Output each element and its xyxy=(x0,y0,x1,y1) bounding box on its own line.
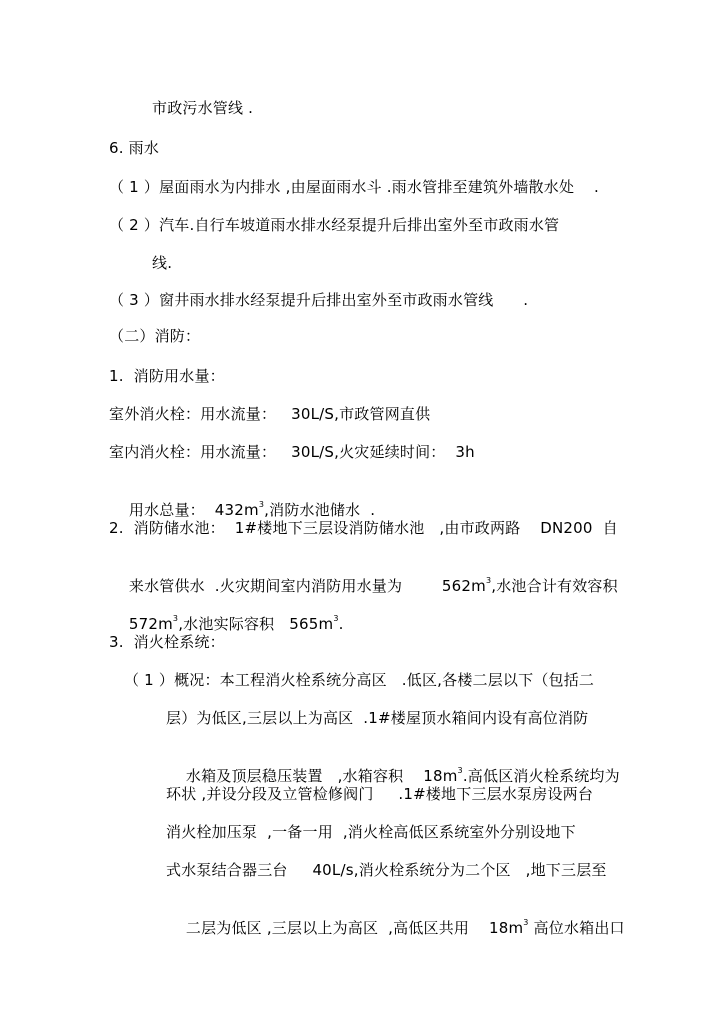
text-segment: ,消防水池储水 . xyxy=(264,501,376,519)
text-line: 消火栓加压泵 ,一备一用 ,消火栓高低区系统室外分别设地下 xyxy=(166,823,576,841)
text-line: 环状 ,并设分段及立管检修阀门 .1#楼地下三层水泵房设两台 xyxy=(166,785,594,803)
text-segment: . xyxy=(338,615,344,633)
superscript: 3 xyxy=(485,576,492,585)
text-line: 市政污水管线 . xyxy=(152,99,254,117)
text-segment: 用水总量： 432m xyxy=(128,501,259,519)
text-line: （ 1 ）概况：本工程消火栓系统分高区 .低区,各楼二层以下（包括二 xyxy=(124,671,595,689)
text-line: 室外消火栓：用水流量： 30L/S,市政管网直供 xyxy=(109,405,431,423)
section-heading: 6. 雨水 xyxy=(109,139,160,157)
text-segment: .高低区消火栓系统均为 xyxy=(462,767,620,785)
text-line: 室内消火栓：用水流量： 30L/S,火灾延续时间： 3h xyxy=(109,443,475,461)
text-segment: 高位水箱出口 xyxy=(528,919,625,937)
superscript: 3 xyxy=(333,614,339,623)
text-segment: ,水池实际容积 565m xyxy=(178,615,334,633)
text-line: 式水泵结合器三台 40L/s,消火栓系统分为二个区 ,地下三层至 xyxy=(166,861,607,879)
superscript: 3 xyxy=(172,614,179,623)
text-line: （ 3 ）窗井雨水排水经泵提升后排出室外至市政雨水管线 . xyxy=(109,291,529,309)
text-segment: 水箱及顶层稳压装置 ,水箱容积 18m xyxy=(185,767,458,785)
text-line xyxy=(166,898,625,958)
text-segment: 来水管供水 .火灾期间室内消防用水量为 562m xyxy=(128,577,486,595)
superscript: 3 xyxy=(457,766,463,775)
section-heading: 2. 消防储水池： 1#楼地下三层设消防储水池 ,由市政两路 DN200 自 xyxy=(109,519,618,537)
text-segment: 572m xyxy=(128,615,173,633)
superscript: 3 xyxy=(523,918,529,927)
text-line: （ 1 ）屋面雨水为内排水 ,由屋面雨水斗 .雨水管排至建筑外墙散水处 . xyxy=(109,178,599,196)
section-heading: （二）消防： xyxy=(109,327,201,345)
superscript: 3 xyxy=(258,500,265,509)
section-heading: 3. 消火栓系统： xyxy=(109,633,225,651)
text-line: 线. xyxy=(152,254,173,272)
text-segment: ,水池合计有效容积 xyxy=(491,577,618,595)
text-segment: 二层为低区 ,三层以上为高区 ,高低区共用 18m xyxy=(185,919,524,937)
text-line: 层）为低区,三层以上为高区 .1#楼屋顶水箱间内设有高位消防 xyxy=(166,709,589,727)
text-line: （ 2 ）汽车.自行车坡道雨水排水经泵提升后排出室外至市政雨水管 xyxy=(109,216,560,234)
section-heading: 1. 消防用水量： xyxy=(109,367,225,385)
